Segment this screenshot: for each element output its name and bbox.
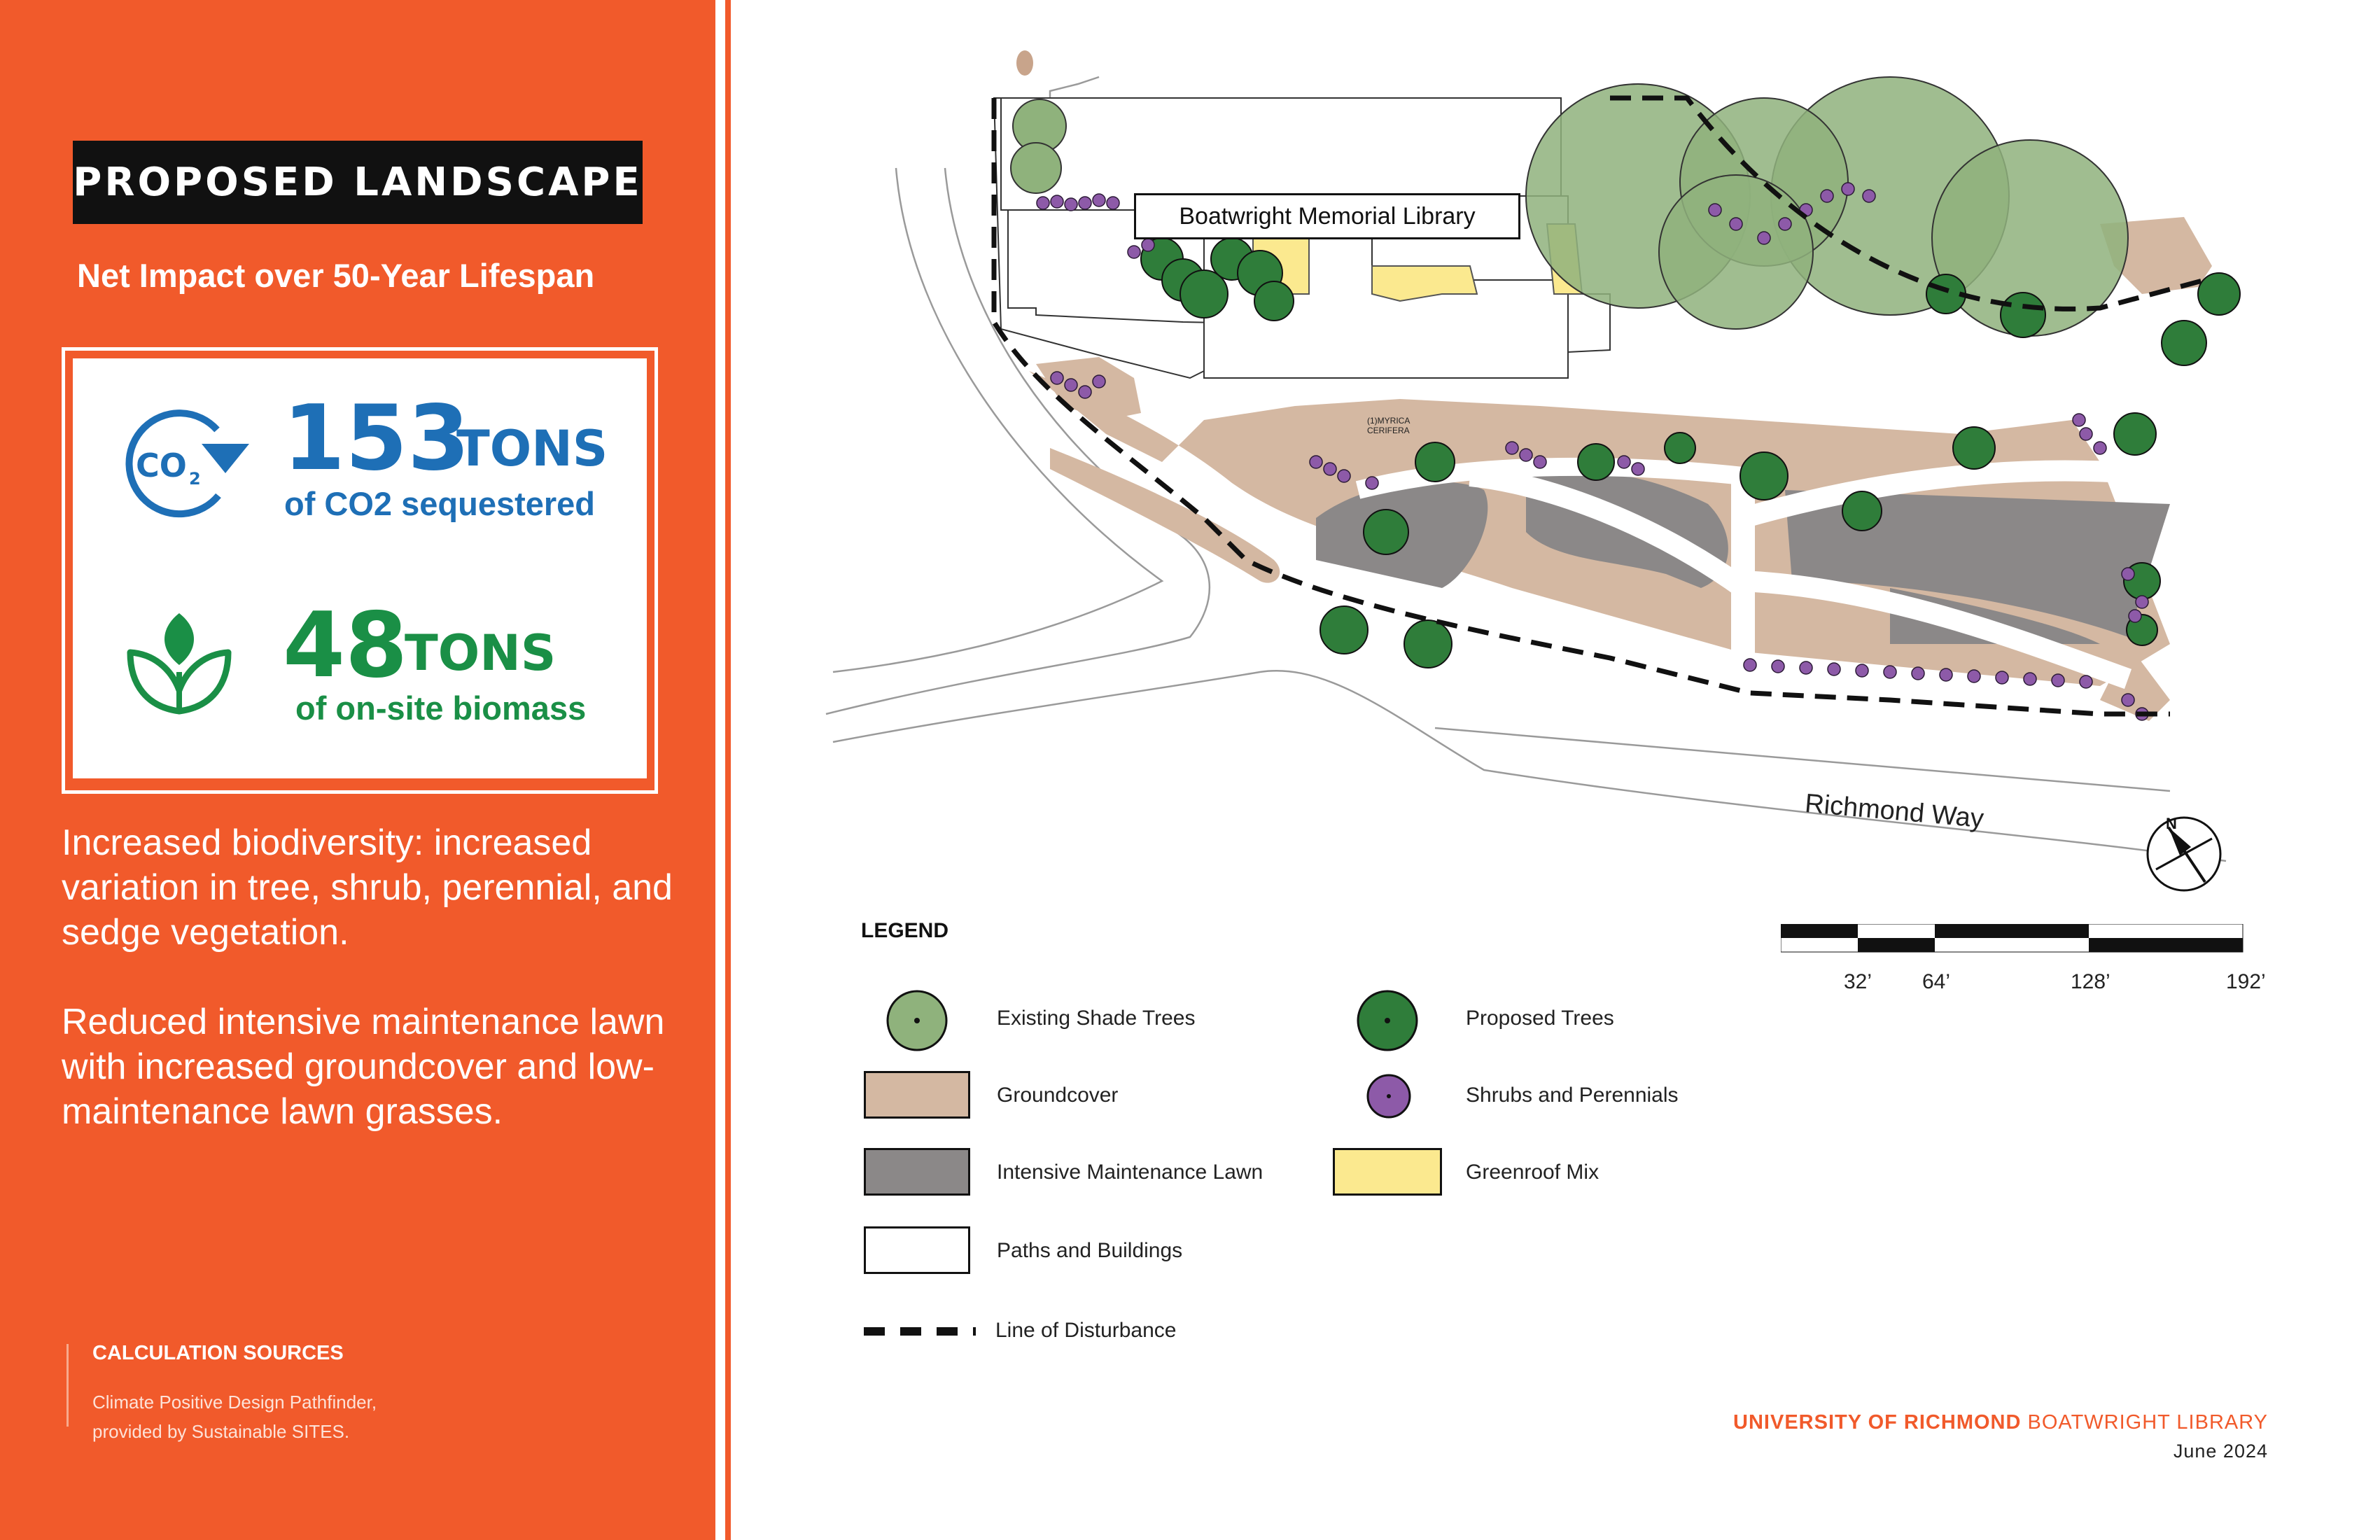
biodiversity-line: variation in tree, shrub, perennial, and bbox=[62, 867, 673, 908]
proposed-tree bbox=[1415, 442, 1455, 482]
paths-swatch bbox=[864, 1226, 970, 1274]
proposed-tree bbox=[1665, 433, 1695, 463]
plant-note bbox=[1367, 416, 1410, 435]
proposed-tree bbox=[2001, 293, 2045, 337]
legend-label-disturbance: Line of Disturbance bbox=[995, 1319, 1177, 1342]
proposed-tree bbox=[1404, 620, 1452, 668]
footer-org-bold: UNIVERSITY OF RICHMOND bbox=[1733, 1411, 2022, 1434]
lawn-reduction-line: with increased groundcover and low- bbox=[62, 1046, 654, 1087]
building-label-text: Boatwright Memorial Library bbox=[1179, 202, 1476, 230]
legend-label-greenroof: Greenroof Mix bbox=[1466, 1161, 1600, 1184]
shrub-swatch bbox=[1364, 1071, 1414, 1121]
plant-note-line: (1)MYRICA bbox=[1367, 416, 1410, 426]
lawn-reduction-line: maintenance lawn grasses. bbox=[62, 1091, 503, 1132]
legend-label-groundcover: Groundcover bbox=[997, 1084, 1119, 1107]
proposed-tree bbox=[2198, 273, 2240, 315]
street-label: Richmond Way bbox=[1803, 788, 1985, 834]
road-outline bbox=[1435, 728, 2170, 791]
proposed-tree bbox=[1953, 427, 1995, 469]
legend-label-paths: Paths and Buildings bbox=[997, 1239, 1183, 1262]
proposed-tree bbox=[2162, 321, 2206, 365]
biodiversity-text bbox=[62, 820, 692, 955]
lawn-swatch bbox=[864, 1148, 970, 1196]
proposed-tree bbox=[1254, 281, 1294, 321]
existing-tree bbox=[1011, 143, 1061, 193]
scale-label: 64’ bbox=[1922, 970, 1951, 993]
co2-cycle-icon bbox=[112, 403, 259, 522]
co2-label: of CO2 sequestered bbox=[284, 485, 596, 522]
lawn-reduction-text bbox=[62, 1000, 692, 1134]
panel-subtitle: Net Impact over 50-Year Lifespan bbox=[77, 257, 595, 294]
line-of-disturbance-swatch bbox=[864, 1324, 976, 1338]
proposed-tree bbox=[1842, 491, 1882, 531]
scale-label: 128’ bbox=[2071, 970, 2110, 993]
building-label bbox=[1134, 193, 1520, 239]
legend-label-shrubs: Shrubs and Perennials bbox=[1466, 1084, 1679, 1107]
co2-icon-subscript: 2 bbox=[189, 469, 201, 489]
lawn-reduction-line: Reduced intensive maintenance lawn bbox=[62, 1002, 665, 1042]
site-plan-map bbox=[770, 28, 2345, 896]
road-outline bbox=[833, 671, 2226, 861]
existing-tree bbox=[1659, 175, 1813, 329]
legend-label-existing-trees: Existing Shade Trees bbox=[997, 1007, 1196, 1030]
proposed-tree bbox=[1578, 444, 1614, 480]
biomass-unit: TONS bbox=[405, 624, 556, 682]
leaf-sprout-icon bbox=[123, 609, 235, 721]
proposed-tree-swatch bbox=[1355, 988, 1420, 1053]
sources-rule bbox=[66, 1344, 69, 1427]
sources-line: provided by Sustainable SITES. bbox=[92, 1421, 350, 1442]
scale-bar bbox=[1781, 924, 2250, 955]
sources-line: Climate Positive Design Pathfinder, bbox=[92, 1392, 377, 1413]
co2-unit: TONS bbox=[456, 420, 608, 477]
proposed-tree bbox=[1320, 606, 1368, 654]
plant-note-line: CERIFERA bbox=[1367, 426, 1410, 435]
existing-tree-swatch bbox=[885, 988, 949, 1053]
panel-title: PROPOSED LANDSCAPE bbox=[73, 141, 643, 224]
greenroof-swatch bbox=[1333, 1148, 1442, 1196]
proposed-tree bbox=[1364, 510, 1408, 554]
co2-icon-text: CO bbox=[136, 447, 187, 484]
proposed-tree bbox=[1740, 452, 1788, 500]
legend-title: LEGEND bbox=[861, 919, 949, 942]
north-label: N bbox=[2166, 815, 2177, 832]
scale-label: 32’ bbox=[1844, 970, 1872, 993]
existing-shrub bbox=[1016, 50, 1033, 76]
scale-label: 192’ bbox=[2226, 970, 2266, 993]
panel-divider bbox=[715, 0, 725, 1540]
biodiversity-line: Increased biodiversity: increased bbox=[62, 822, 592, 863]
biomass-label: of on-site biomass bbox=[295, 690, 587, 727]
legend-label-lawn: Intensive Maintenance Lawn bbox=[997, 1161, 1264, 1184]
co2-value: 153 bbox=[283, 386, 470, 491]
north-arrow bbox=[2148, 818, 2220, 890]
groundcover-swatch bbox=[864, 1071, 970, 1119]
footer-organization bbox=[1733, 1411, 2268, 1434]
sources-title: CALCULATION SOURCES bbox=[92, 1342, 344, 1364]
footer-date: June 2024 bbox=[2173, 1441, 2268, 1462]
legend-label-proposed-trees: Proposed Trees bbox=[1466, 1007, 1614, 1030]
proposed-tree bbox=[2114, 413, 2156, 455]
panel-divider-stripe bbox=[725, 0, 731, 1540]
biodiversity-line: sedge vegetation. bbox=[62, 912, 349, 953]
biomass-value: 48 bbox=[283, 594, 408, 698]
footer-org-rest: BOATWRIGHT LIBRARY bbox=[2027, 1411, 2268, 1434]
